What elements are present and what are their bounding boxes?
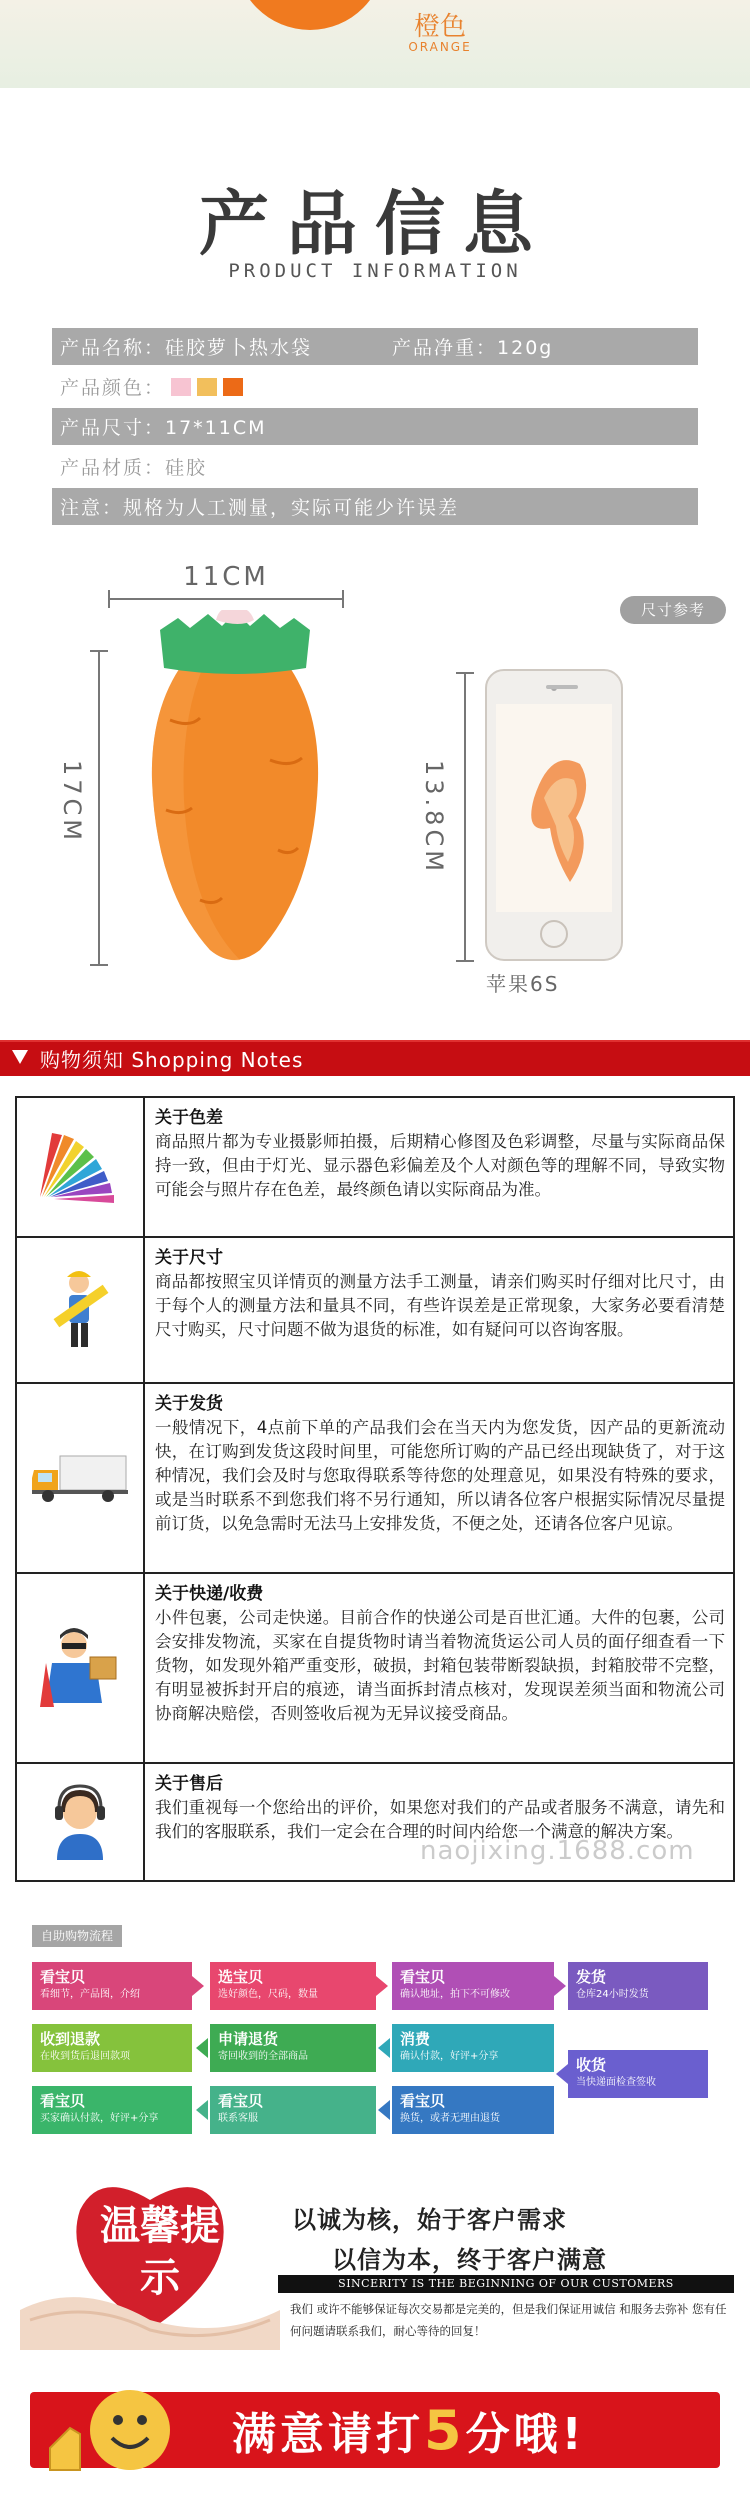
top-banner <box>0 0 750 88</box>
width-dimension-cap-left <box>108 590 110 608</box>
note-text-cell <box>145 1098 733 1236</box>
spec-row-color <box>52 368 698 405</box>
flow-label: 自助购物流程 <box>32 1925 122 1947</box>
swatch-yellow <box>197 378 217 396</box>
carrot-hot-water-bottle-image <box>130 610 340 970</box>
flow-step <box>392 2086 554 2134</box>
color-palette-icon <box>32 1127 128 1207</box>
flow-step-sub: 换货，或者无理由退货 <box>400 2113 500 2124</box>
flow-step <box>32 2086 192 2134</box>
five-number: 5 <box>424 2399 466 2462</box>
flow-step-title: 看宝贝 <box>40 1968 86 1986</box>
width-dimension-label: 11CM <box>183 562 269 592</box>
note-row-express <box>17 1574 733 1764</box>
flow-step <box>32 1962 192 2010</box>
arrow-left-icon <box>378 2038 390 2058</box>
flow-step-title: 发货 <box>576 1968 607 1986</box>
spec-name: 产品名称：硅胶萝卜热水袋 <box>60 337 313 359</box>
flow-step <box>210 2024 376 2072</box>
flow-step-title: 收货 <box>576 2056 607 2074</box>
note-icon-cell <box>17 1574 145 1762</box>
height-dimension-cap-bottom <box>90 964 108 966</box>
phone-height-line <box>464 672 466 962</box>
arrow-left-icon <box>378 2100 390 2120</box>
color-name-en: ORANGE <box>408 40 472 54</box>
flow-step-sub: 联系客服 <box>218 2113 258 2124</box>
phone-reference-image <box>484 668 624 962</box>
flow-step-sub: 在收到货后退回款项 <box>40 2051 130 2062</box>
warm-tips-title: 温馨提示 <box>100 2203 220 2301</box>
spec-row-material <box>52 448 698 485</box>
flow-step-sub: 买家确认付款，好评+分享 <box>40 2113 159 2124</box>
flow-step-sub: 当快递面检查签收 <box>576 2077 656 2088</box>
height-dimension-label: 17CM <box>58 760 86 845</box>
height-dimension-line <box>98 650 100 966</box>
flow-step-sub: 寄回收到的全部商品 <box>218 2051 308 2062</box>
note-title: 关于快递/收费 <box>155 1584 264 1604</box>
flow-step <box>392 1962 554 2010</box>
size-reference-button[interactable]: 尺寸参考 <box>620 596 726 624</box>
flow-step-sub: 确认付款，好评+分享 <box>400 2051 499 2062</box>
flow-step <box>210 2086 376 2134</box>
spec-row-note <box>52 488 698 525</box>
five-text-b: 分哦! <box>465 2409 586 2460</box>
flow-step-sub: 选好颜色，尺码，数量 <box>218 1989 318 2000</box>
flow-step-title: 看宝贝 <box>400 1968 446 1986</box>
store-watermark: naojixing.1688.com <box>420 1836 695 1866</box>
note-row-size <box>17 1238 733 1384</box>
motto-line-2: 以信为本，终于客户满意 <box>332 2246 607 2274</box>
arrow-right-icon <box>376 1976 388 1996</box>
color-name: 橙色 <box>413 12 466 42</box>
five-text-a: 满意请打 <box>232 2409 424 2460</box>
flow-step-title: 选宝贝 <box>218 1968 264 1986</box>
note-body: 商品都按照宝贝详情页的测量方法手工测量，请亲们购买时仔细对比尺寸，由于每个人的测量方法和量具不同，有些许误差是正常现象，大家务必要看清楚尺寸购买，尺寸问题不做为退货的标准，如有疑问可以咨询客服。 <box>155 1272 725 1339</box>
note-icon-cell <box>17 1384 145 1572</box>
flow-step <box>568 1962 708 2010</box>
shopping-notes-title: 购物须知 Shopping Notes <box>40 1048 304 1072</box>
note-body: 一般情况下，4点前下单的产品我们会在当天内为您发货，因产品的更新流动快，在订购到发货这段时间里，可能您所订购的产品已经出现缺货了，对于这种情况，我们会及时与您取得联系等待您的处理意见，如果没有特殊的要求，或是当时联系不到您我们将不另行通知，所以请各位客户根据实际情况尽量提前订货，以免急需时无法马上安排发货，不便之处，还请各位客户见谅。 <box>155 1418 725 1533</box>
spec-row-size <box>52 408 698 445</box>
ruler-worker-icon <box>45 1265 115 1355</box>
note-title: 关于色差 <box>155 1108 223 1128</box>
flow-step <box>568 2050 708 2098</box>
product-info-subtitle: PRODUCT INFORMATION <box>228 260 522 282</box>
height-dimension-cap-top <box>90 650 108 652</box>
flow-step-sub: 确认地址，拍下不可修改 <box>400 1989 510 2000</box>
note-icon-cell <box>17 1098 145 1236</box>
arrow-left-icon <box>196 2100 208 2120</box>
flow-step <box>210 1962 376 2010</box>
flow-step-sub: 仓库24小时发货 <box>576 1989 649 2000</box>
note-body: 商品照片都为专业摄影师拍摄，后期精心修图及色彩调整，尽量与实际商品保持一致，但由于灯光、显示器色彩偏差及个人对颜色等的理解不同，导致实物可能会与照片存在色差，最终颜色请以实际商品为准。 <box>155 1132 725 1199</box>
spec-material: 产品材质：硅胶 <box>60 457 208 479</box>
product-info-title: 产品信息 <box>199 183 551 265</box>
width-dimension-cap-right <box>342 590 344 608</box>
flow-step-sub: 看细节，产品图，介绍 <box>40 1989 140 2000</box>
triangle-down-icon <box>12 1050 28 1064</box>
shopping-notes-table <box>15 1096 735 1882</box>
phone-height-cap-top <box>456 672 474 674</box>
flow-step-title: 看宝贝 <box>40 2092 86 2110</box>
phone-height-label: 13.8CM <box>420 760 448 875</box>
spec-note: 注意：规格为人工测量，实际可能少许误差 <box>60 497 460 519</box>
swatch-pink <box>171 378 191 396</box>
arrow-right-icon <box>192 1976 204 1996</box>
sincerity-text: 我们 或许不能够保证每次交易都是完美的，但是我们保证用诚信 和服务去弥补 您有任何问题请联系我们，耐心等待的回复！ <box>290 2302 727 2338</box>
spec-row-name <box>52 328 698 365</box>
delivery-truck-icon <box>30 1450 130 1506</box>
flow-step-title: 消费 <box>400 2030 431 2048</box>
phone-height-cap-bottom <box>456 960 474 962</box>
courier-hero-icon <box>40 1623 120 1713</box>
arrow-left-icon <box>556 2064 568 2084</box>
note-title: 关于发货 <box>155 1394 223 1414</box>
note-text-cell <box>145 1384 733 1572</box>
flow-step-title: 收到退款 <box>40 2030 101 2048</box>
note-body: 我们重视每一个您给出的评价，如果您对我们的产品或者服务不满意，请先和我们的客服联系，我们一定会在合理的时间内给您一个满意的解决方案。 <box>155 1798 725 1841</box>
arrow-left-icon <box>196 2038 208 2058</box>
note-title: 关于尺寸 <box>155 1248 223 1268</box>
flow-step <box>392 2024 554 2072</box>
five-star-text <box>232 2398 586 2462</box>
note-body: 小件包裹，公司走快递。目前合作的快递公司是百世汇通。大件的包裹，公司会安排发物流，买家在自提货物时请当着物流货运公司人员的面仔细查看一下货物，如发现外箱严重变形，破损，封箱包装带断裂缺损，封箱胶带不完整，有明显被拆封开启的痕迹，请当面拆封清点核对，发现误差须当面和物流公司协商解决赔偿，否则签收后视为无异议接受商品。 <box>155 1608 725 1723</box>
flow-step-title: 申请退货 <box>218 2030 279 2048</box>
customer-service-icon <box>45 1782 115 1862</box>
note-text-cell <box>145 1574 733 1762</box>
flow-step <box>32 2024 192 2072</box>
width-dimension-line <box>108 598 344 600</box>
phone-name-label: 苹果6S <box>486 972 560 996</box>
note-row-color <box>17 1098 733 1238</box>
spec-size: 产品尺寸：17*11CM <box>60 417 267 439</box>
note-row-shipping <box>17 1384 733 1574</box>
sincerity-banner: SINCERITY IS THE BEGINNING OF OUR CUSTOMERS <box>278 2275 734 2293</box>
spec-weight: 产品净重：120g <box>392 337 554 359</box>
motto-line-1: 以诚为核，始于客户需求 <box>292 2206 567 2234</box>
note-icon-cell <box>17 1238 145 1382</box>
note-title: 关于售后 <box>155 1774 223 1794</box>
thumbs-up-smiley-icon <box>40 2378 190 2478</box>
note-text-cell <box>145 1238 733 1382</box>
flow-step-title: 看宝贝 <box>218 2092 264 2110</box>
note-icon-cell <box>17 1764 145 1880</box>
swatch-orange <box>223 378 243 396</box>
flow-step-title: 看宝贝 <box>400 2092 446 2110</box>
arrow-right-icon <box>554 1976 566 1996</box>
spec-color-label: 产品颜色： <box>60 377 166 399</box>
